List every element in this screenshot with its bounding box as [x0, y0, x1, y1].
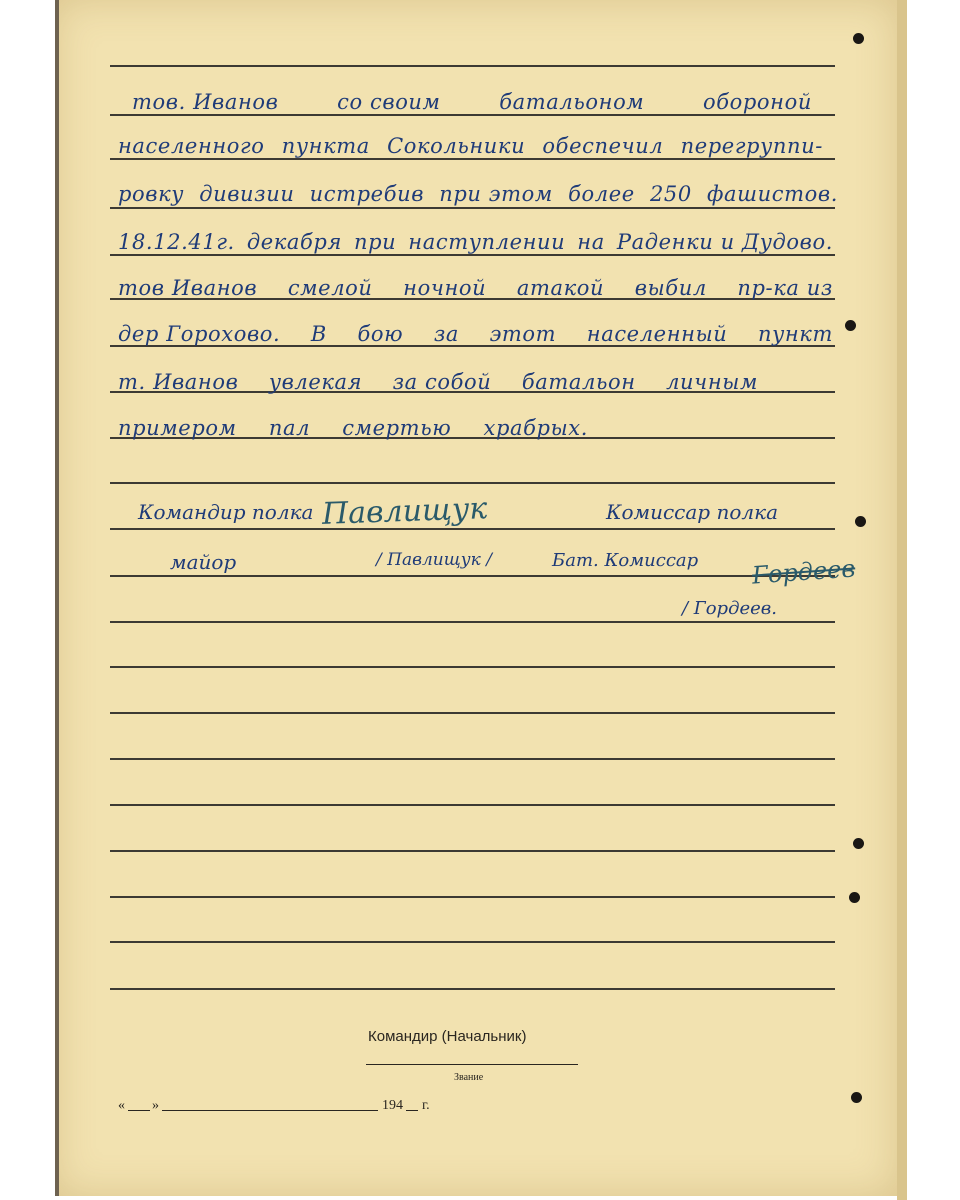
- punch-hole: [853, 33, 864, 44]
- rank-rule: [366, 1064, 578, 1065]
- handwritten-word: дер Горохово.: [118, 322, 281, 346]
- handwritten-word: пал: [268, 416, 311, 440]
- handwritten-word: обороной: [702, 90, 812, 114]
- handwritten-word: храбрых.: [483, 416, 588, 440]
- handwritten-word: за: [433, 322, 459, 346]
- handwritten-line-6: [118, 312, 833, 346]
- handwritten-word: на: [577, 230, 605, 254]
- handwritten-word: обеспечил: [542, 134, 664, 158]
- ruled-line: [110, 482, 835, 484]
- printed-commander-title: Командир (Начальник): [368, 1028, 527, 1045]
- handwritten-word: наступлении: [408, 230, 566, 254]
- handwritten-word: атакой: [516, 276, 605, 300]
- ruled-line: [110, 65, 835, 67]
- handwritten-line-3: [118, 172, 838, 206]
- handwritten-word: батальон: [521, 370, 636, 394]
- commander-signature: Павлищук: [321, 491, 488, 532]
- ruled-line: [110, 712, 835, 714]
- date-day-rule: [128, 1110, 150, 1111]
- ruled-line: [110, 988, 835, 990]
- date-quote-open: «: [118, 1098, 125, 1113]
- ruled-line: [110, 575, 835, 577]
- handwritten-word: за собой: [392, 370, 492, 394]
- page-edge-shadow: [55, 0, 59, 1196]
- handwritten-word: В: [310, 322, 327, 346]
- ruled-line: [110, 528, 835, 530]
- handwritten-word: 250: [649, 182, 692, 206]
- ruled-line: [110, 114, 835, 116]
- commander-title: Командир полка: [138, 500, 314, 524]
- handwritten-word: смертью: [342, 416, 452, 440]
- ruled-line: [110, 941, 835, 943]
- handwritten-word: перегруппи-: [680, 134, 823, 158]
- handwritten-word: населенного: [118, 134, 265, 158]
- handwritten-word: тов. Иванов: [132, 90, 279, 114]
- handwritten-word: населенный: [586, 322, 728, 346]
- ruled-line: [110, 896, 835, 898]
- handwritten-word: батальоном: [499, 90, 645, 114]
- ruled-line: [110, 850, 835, 852]
- handwritten-word: со своим: [337, 90, 441, 114]
- punch-hole: [851, 1092, 862, 1103]
- handwritten-line-2: [118, 124, 823, 158]
- punch-hole: [855, 516, 866, 527]
- ruled-line: [110, 158, 835, 160]
- date-month-rule: [162, 1110, 378, 1111]
- handwritten-word: Раденки и Дудово.: [616, 230, 833, 254]
- handwritten-word: личным: [666, 370, 758, 394]
- handwritten-word: более: [568, 182, 635, 206]
- commissar-rank: Бат. Комиссар: [552, 550, 699, 571]
- handwritten-word: ровку: [118, 182, 185, 206]
- handwritten-word: примером: [118, 416, 237, 440]
- date-quote-close: »: [152, 1098, 159, 1113]
- handwritten-word: при этом: [439, 182, 553, 206]
- commander-rank: майор: [170, 550, 237, 574]
- handwritten-word: тов Иванов: [118, 276, 258, 300]
- date-year-rule: [406, 1110, 418, 1111]
- date-year: 194: [382, 1098, 403, 1113]
- handwritten-line-5: [118, 266, 833, 300]
- handwritten-line-7: [118, 360, 758, 394]
- handwritten-word: декабря: [246, 230, 342, 254]
- handwritten-word: пр-ка из: [737, 276, 833, 300]
- commander-name: / Павлищук /: [376, 550, 492, 570]
- punch-hole: [845, 320, 856, 331]
- handwritten-word: т. Иванов: [118, 370, 239, 394]
- ruled-line: [110, 621, 835, 623]
- ruled-line: [110, 666, 835, 668]
- handwritten-word: 18.12.41г.: [118, 230, 235, 254]
- handwritten-word: выбил: [634, 276, 707, 300]
- handwritten-word: дивизии: [199, 182, 295, 206]
- handwritten-word: Сокольники: [387, 134, 526, 158]
- handwritten-word: истребив: [309, 182, 425, 206]
- handwritten-word: этот: [489, 322, 557, 346]
- commissar-title: Комиссар полка: [606, 500, 778, 524]
- commissar-signature: Гордеев: [751, 554, 857, 590]
- commissar-name: / Гордеев.: [682, 598, 777, 619]
- handwritten-line-1: [118, 80, 812, 114]
- ruled-line: [110, 804, 835, 806]
- handwritten-word: пункт: [757, 322, 833, 346]
- handwritten-word: увлекая: [268, 370, 363, 394]
- handwritten-line-4: [118, 220, 833, 254]
- handwritten-word: при: [353, 230, 397, 254]
- handwritten-line-8: [118, 406, 588, 440]
- handwritten-word: фашистов.: [706, 182, 838, 206]
- ruled-line: [110, 207, 835, 209]
- handwritten-word: смелой: [287, 276, 373, 300]
- handwritten-word: бою: [357, 322, 404, 346]
- punch-hole: [853, 838, 864, 849]
- ruled-line: [110, 758, 835, 760]
- handwritten-word: ночной: [403, 276, 487, 300]
- punch-hole: [849, 892, 860, 903]
- handwritten-word: пункта: [281, 134, 370, 158]
- rank-caption: Звание: [454, 1072, 484, 1083]
- ruled-line: [110, 254, 835, 256]
- binding-strip: [897, 0, 907, 1200]
- date-year-suffix: г.: [422, 1098, 430, 1113]
